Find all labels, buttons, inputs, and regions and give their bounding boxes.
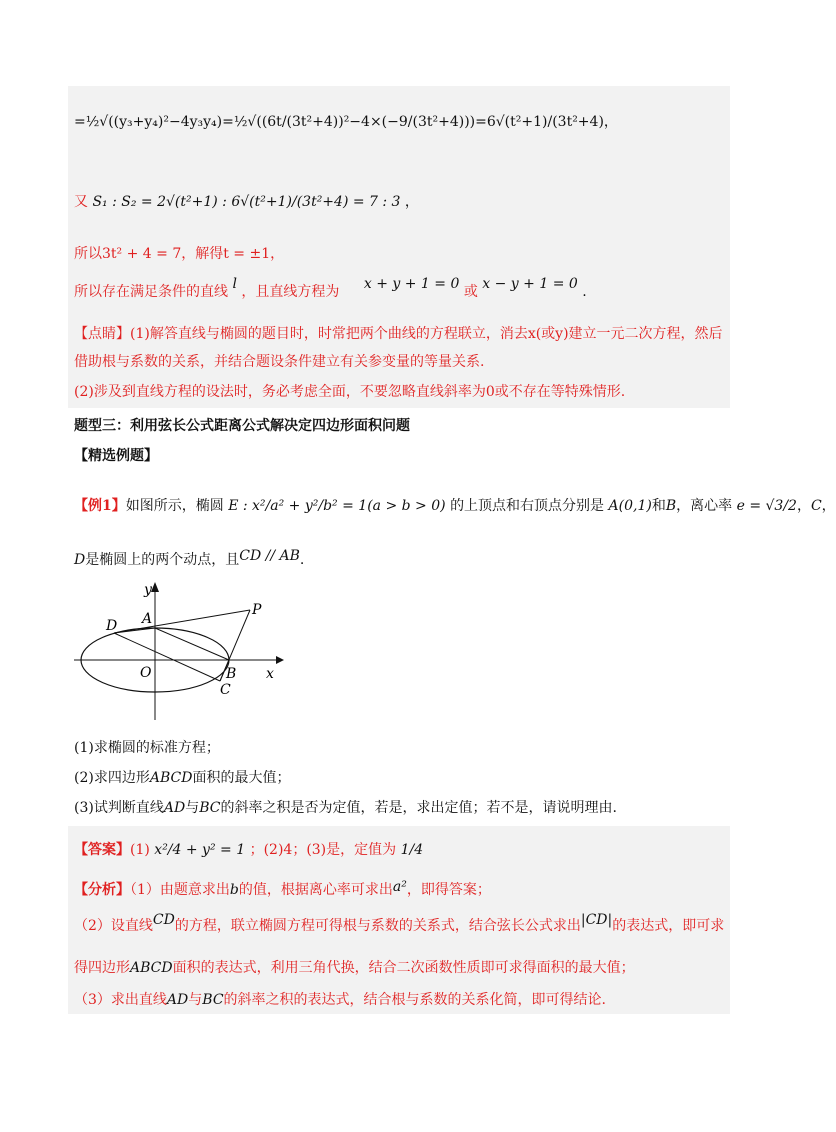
- example-tag: 【例1】: [74, 498, 126, 514]
- point-a-text: A(0,1): [608, 498, 652, 514]
- comment-text-2: 借助根与系数的关系，并结合题设条件建立有关参变量的等量关系.: [74, 354, 485, 370]
- punct: ，: [821, 498, 836, 514]
- analysis-4-b: 与: [188, 992, 203, 1008]
- label-b: B: [226, 666, 237, 682]
- line-ad: AD: [163, 800, 186, 816]
- analysis-4-a: （3）求出直线: [74, 992, 167, 1008]
- answer-line: [74, 832, 423, 868]
- label-o: O: [140, 665, 152, 681]
- comment-text-1: (1)解答直线与椭圆的题目时，时常把两个曲线的方程联立，消去x(或y)建立一元二次方程，然后: [130, 326, 723, 342]
- analysis-2-a: （2）设直线: [74, 918, 153, 934]
- comment-line-1: [74, 324, 723, 344]
- punct: ，: [404, 194, 419, 210]
- quad-abcd-analysis: ABCD: [130, 960, 173, 976]
- you-label: 又: [74, 194, 88, 210]
- quad-abcd: ABCD: [149, 770, 193, 786]
- analysis-line-3: [74, 958, 635, 978]
- question-3: [74, 798, 617, 818]
- example-line-1: [74, 484, 836, 528]
- conclusion-text-a: 所以存在满足条件的直线: [74, 284, 228, 300]
- segment-dc: [114, 633, 220, 681]
- analysis-line-4: [74, 990, 606, 1010]
- comment-tag: 【点睛】: [74, 326, 130, 342]
- question-2-text-a: (2)求四边形: [74, 770, 150, 786]
- comment-text-3: (2)涉及到直线方程的设法时，务必考虑全面，不要忽略直线斜率为0或不存在等特殊情形.: [74, 384, 626, 400]
- label-c: C: [220, 682, 231, 698]
- analysis-line-1: [74, 880, 491, 904]
- analysis-1-e: ，即得答案；: [406, 882, 491, 898]
- section-title: [74, 416, 410, 436]
- symbol-a-squared: a²: [392, 879, 407, 895]
- abs-cd: |CD|: [580, 912, 613, 928]
- analysis-line-2: [74, 912, 725, 936]
- analysis-tag: 【分析】: [74, 882, 130, 898]
- example-text-line2: 是椭圆上的两个动点，且: [85, 552, 240, 568]
- solve-t-text: 所以3t² + 4 = 7，解得t = ±1，: [74, 246, 285, 262]
- punct: .: [299, 552, 305, 568]
- line-equation-2: x − y + 1 = 0: [482, 276, 578, 292]
- answer-part-1: (1): [130, 842, 150, 858]
- line-ad-analysis: AD: [166, 992, 189, 1008]
- line-bc-analysis: BC: [202, 992, 224, 1008]
- label-x: x: [266, 666, 274, 682]
- point-c-text: C: [810, 498, 822, 514]
- example-line-2: [74, 550, 304, 570]
- question-2-text-b: 面积的最大值；: [192, 770, 291, 786]
- solution-line-1: [74, 100, 618, 144]
- analysis-1-c: 的值，根据离心率可求出: [238, 882, 393, 898]
- analysis-3-a: 得四边形: [74, 960, 130, 976]
- analysis-2-c: 的表达式，即可求: [612, 918, 725, 934]
- ellipse-figure: [70, 580, 290, 730]
- example-text-d: ，离心率: [676, 498, 733, 514]
- example-text-a: 如图所示，椭圆: [125, 498, 224, 514]
- analysis-1-a: （1）由题意求出: [130, 882, 230, 898]
- example-text-c: 和: [651, 498, 666, 514]
- area-ratio-formula: S₁ : S₂ = 2√(t²+1) : 6√(t²+1)/(3t²+4) = 7 : 3: [92, 194, 401, 210]
- solution-line-2: [74, 180, 419, 224]
- ellipse-equation: E : x²/a² + y²/b² = 1(a > b > 0): [228, 498, 446, 514]
- question-2: [74, 768, 290, 788]
- punct: ，: [796, 498, 811, 514]
- answer-tag: 【答案】: [74, 842, 130, 858]
- line-bc: BC: [199, 800, 221, 816]
- section-subtitle-text: 【精选例题】: [74, 448, 158, 464]
- answer-ellipse-equation: x²/4 + y² = 1: [154, 842, 246, 858]
- x-axis-arrow: [276, 656, 284, 664]
- label-y: y: [144, 582, 152, 598]
- analysis-4-c: 的斜率之积的表达式，结合根与系数的关系化简，即可得结论.: [223, 992, 606, 1008]
- line-cd: CD: [152, 912, 175, 928]
- section-subtitle: [74, 446, 158, 466]
- comment-line-3: [74, 382, 625, 402]
- y-axis-arrow: [151, 582, 159, 592]
- question-1-text: (1)求椭圆的标准方程；: [74, 740, 220, 756]
- question-1: [74, 738, 220, 758]
- solution-line-3: [74, 244, 284, 264]
- answer-constant: 1/4: [400, 842, 424, 858]
- or-text: 或: [463, 284, 478, 300]
- answer-part-2: ；(2)4；(3)是，定值为: [249, 842, 397, 858]
- conclusion-text-b: ，且直线方程为: [241, 284, 340, 300]
- punct: .: [582, 284, 587, 300]
- question-3-text-c: 的斜率之积是否为定值，若是，求出定值；若不是，请说明理由.: [220, 800, 617, 816]
- example-text-b: 的上顶点和右顶点分别是: [450, 498, 605, 514]
- analysis-2-b: 的方程，联立椭圆方程可得根与系数的关系式，结合弦长公式求出: [174, 918, 581, 934]
- solution-line-4: [74, 276, 587, 302]
- line-equation-1: x + y + 1 = 0: [363, 276, 460, 292]
- comment-line-2: [74, 352, 484, 372]
- point-b-text: B: [665, 498, 677, 514]
- symbol-b: b: [229, 882, 239, 898]
- eccentricity-formula: e = √3/2: [736, 498, 797, 514]
- parallel-condition: CD // AB: [239, 548, 300, 564]
- question-3-text-a: (3)试判断直线: [74, 800, 164, 816]
- label-p: P: [252, 602, 262, 618]
- question-3-text-b: 与: [185, 800, 200, 816]
- solution-formula-1: =½√((y₃+y₄)²−4y₃y₄)=½√((6t/(3t²+4))²−4×(−9/(3t²+4)))=6√(t²+1)/(3t²+4)，: [74, 114, 618, 130]
- line-l-symbol: l: [232, 276, 237, 292]
- label-d: D: [106, 618, 118, 634]
- point-d-text: D: [74, 552, 86, 568]
- analysis-3-b: 面积的表达式，利用三角代换，结合二次函数性质即可求得面积的最大值；: [172, 960, 635, 976]
- label-a: A: [142, 611, 153, 627]
- section-title-text: 题型三：利用弦长公式距离公式解决定四边形面积问题: [74, 418, 410, 434]
